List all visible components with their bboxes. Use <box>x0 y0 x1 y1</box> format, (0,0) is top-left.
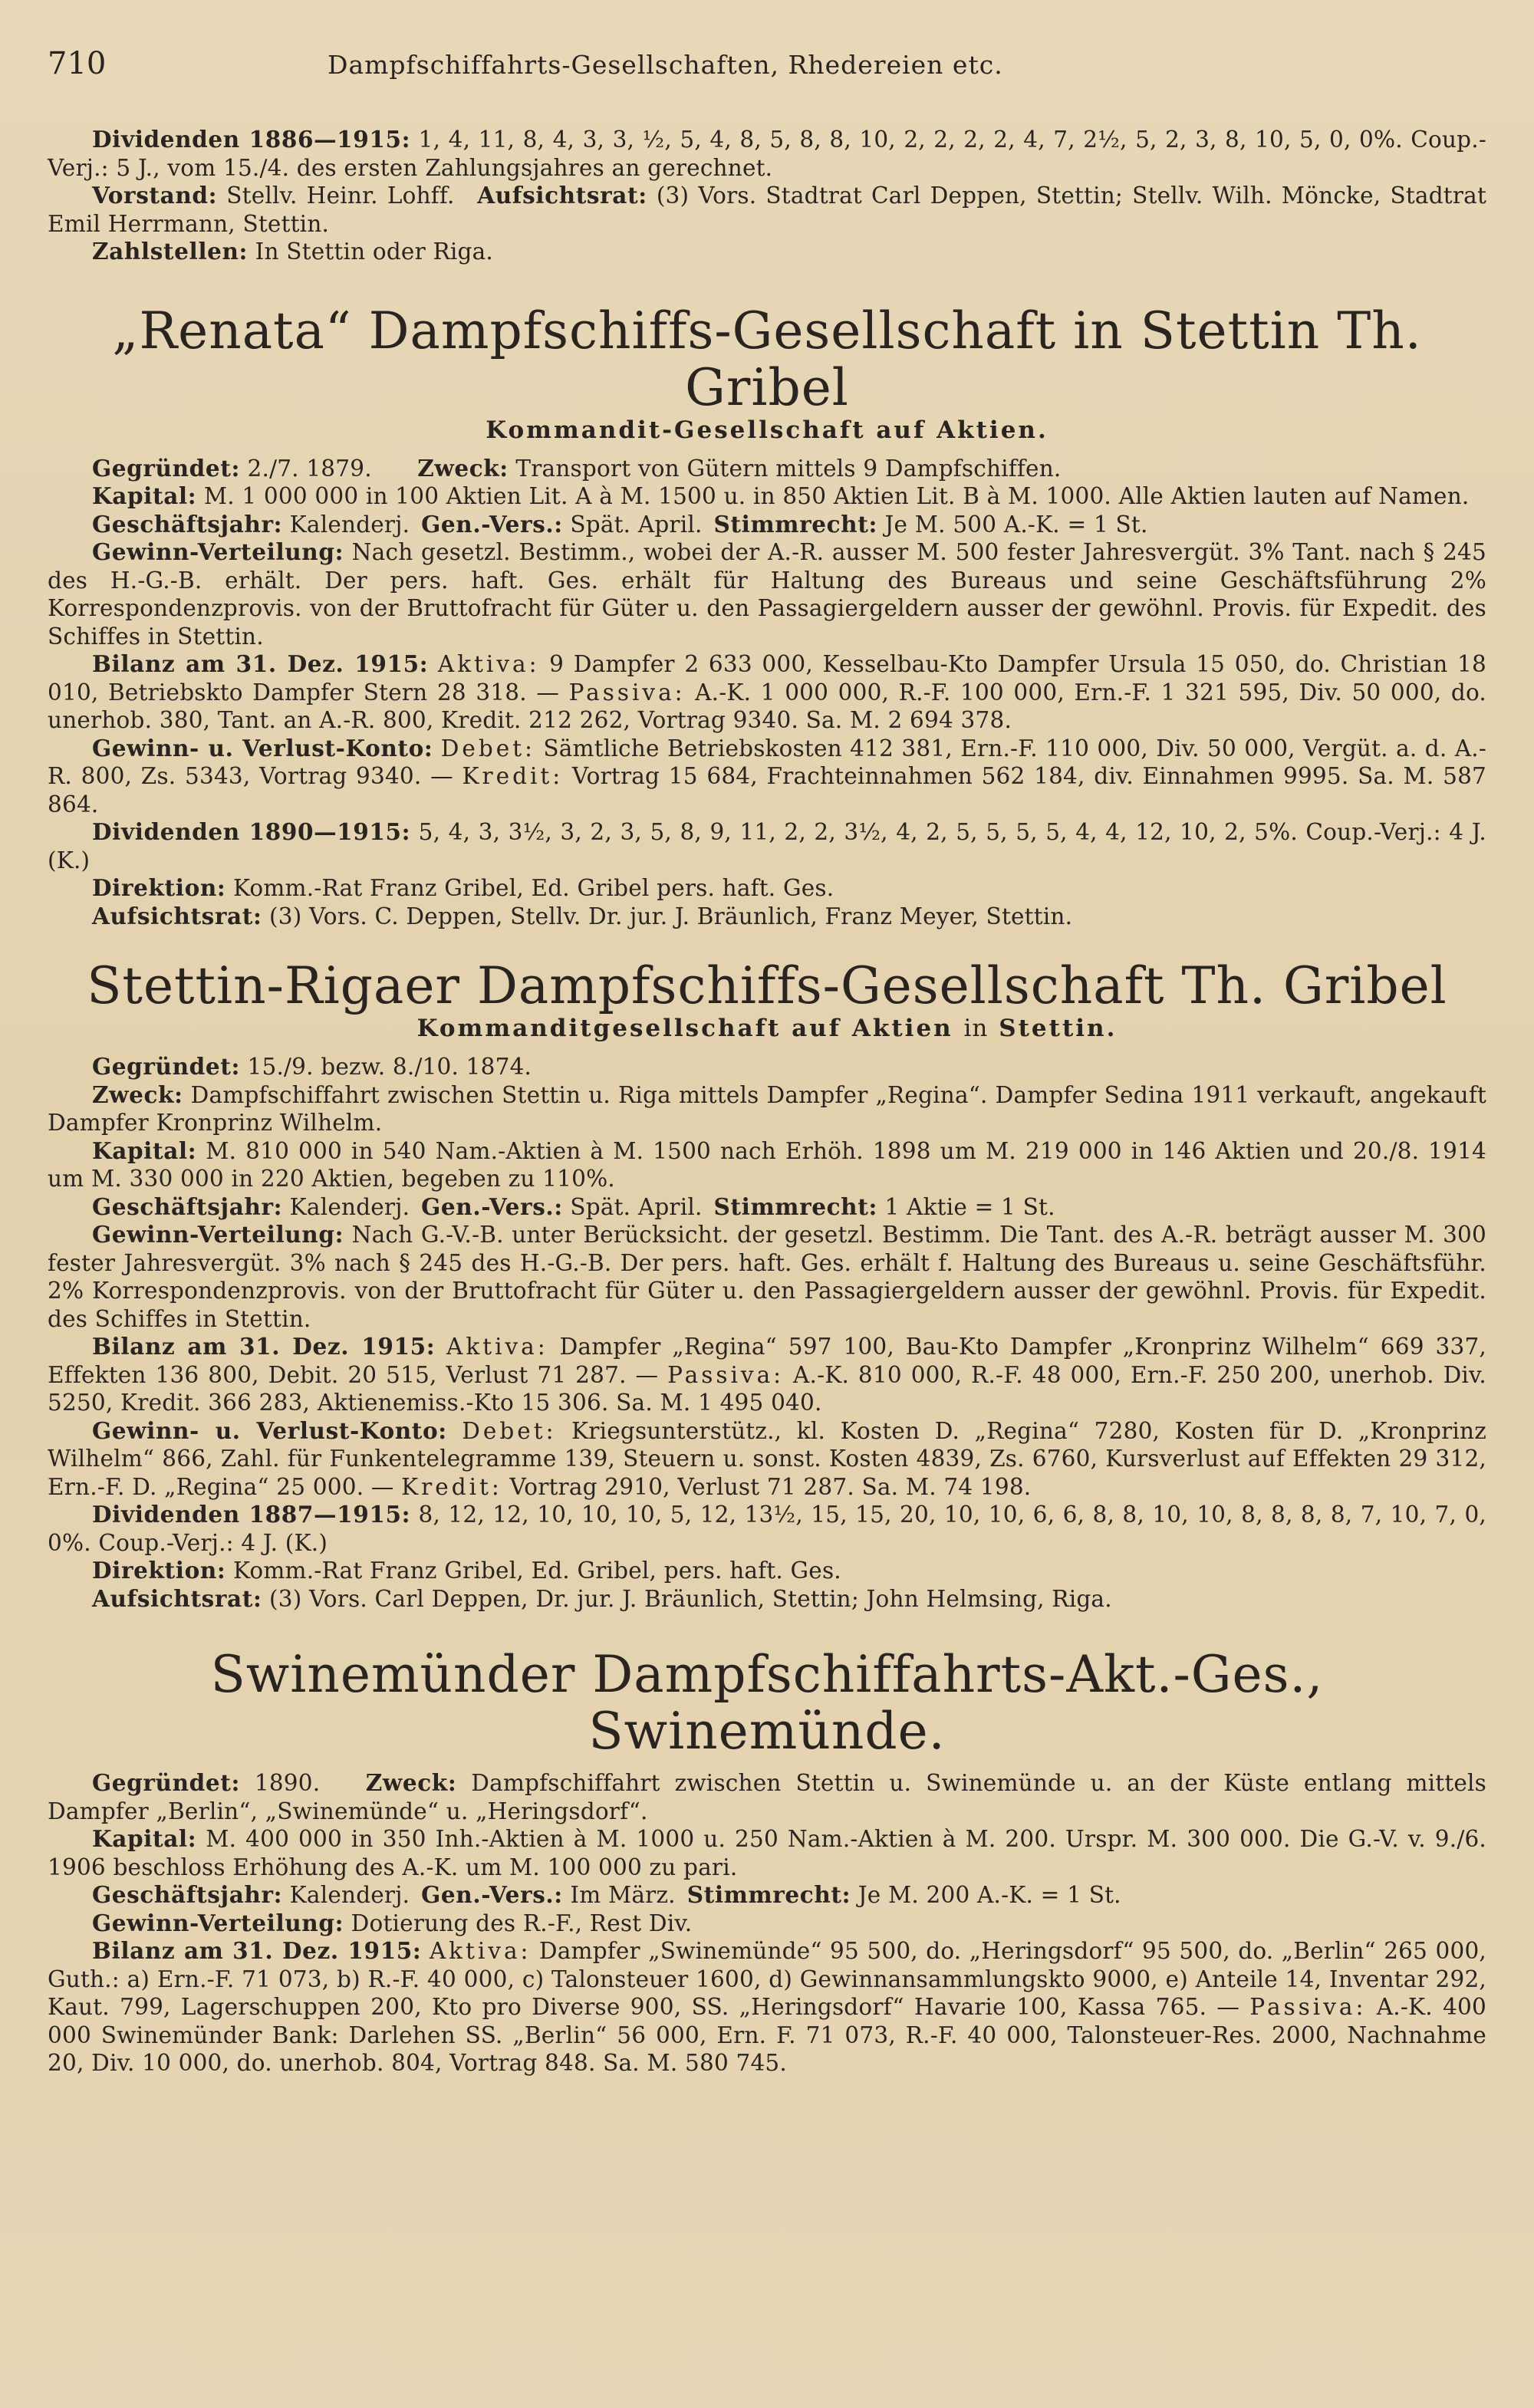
dividenden-paragraph: Dividenden 1887—1915: 8, 12, 12, 10, 10, 10, 5, 12, 13½, 15, 15, 20, 10, 10, 6, 6, 8, 8, 10, 10, 8, 8, 8, 8, 7, 10, 7, 0, 0%. Coup.-Verj.: 4 J. (K.) <box>48 1501 1487 1556</box>
aufsichtsrat-paragraph: Aufsichtsrat: (3) Vors. C. Deppen, Stellv. Dr. jur. J. Bräunlich, Franz Meyer, Stettin. <box>92 902 1073 929</box>
zweck-paragraph: Zweck: Dampfschiffahrt zwischen Stettin u. Riga mittels Dampfer „Regina“. Dampfer Sedina 1911 verkauft, angekauft Dampfer Kronprinz Wilhelm. <box>48 1081 1486 1136</box>
kapital-paragraph: Kapital: M. 1 000 000 in 100 Aktien Lit. A à M. 1500 u. in 850 Aktien Lit. B à M. 1000. Alle Aktien lauten auf Namen. <box>92 482 1470 509</box>
guv-paragraph: Gewinn- u. Verlust-Konto: Debet: Kriegsunterstütz., kl. Kosten D. „Regina“ 7280, Kosten für D. „Kronprinz Wilhelm“ 866, Zahl. für Funkentelegramme 139, Steuern u. sonst. Kosten 4839, Zs. 6760, Kursverlust auf Effekten 29 312, Ern.-F. D. „Regina“ 25 000. — Kredit: Vortrag 2910, Verlust 71 287. Sa. M. 74 198. <box>48 1416 1486 1500</box>
kapital-paragraph: Kapital: M. 810 000 in 540 Nam.-Aktien à M. 1500 nach Erhöh. 1898 um M. 219 000 in 146 Aktien und 20./8. 1914 um M. 330 000 in 220 Aktien, begeben zu 110%. <box>48 1137 1487 1192</box>
running-head: Dampfschiffahrts-Gesellschaften, Rhedereien etc. <box>328 50 1003 80</box>
company-subtitle: Kommandit-Gesellschaft auf Aktien. <box>486 416 1048 444</box>
direktion-paragraph: Direktion: Komm.-Rat Franz Gribel, Ed. Gribel, pers. haft. Ges. <box>92 1557 841 1584</box>
aufsichtsrat-paragraph: Aufsichtsrat: (3) Vors. Carl Deppen, Dr. jur. J. Bräunlich, Stettin; John Helmsing, Riga. <box>92 1584 1112 1612</box>
gewinn-verteilung-paragraph: Gewinn-Verteilung: Nach G.-V.-B. unter Berücksicht. der gesetzl. Bestimm. Die Tant. des A.-R. beträgt ausser M. 300 fester Jahresvergüt. 3% nach § 245 des H.-G.-B. Der pers. haft. Ges. erhält f. Haltung des Bureaus u. seine Geschäftsführ. 2% Korrespondenzprovis. von der Bruttofracht für Güter u. den Passagiergeldern ausser der gewöhnl. Provis. für Expedit. des Schiffes in Stettin. <box>48 1221 1486 1332</box>
company-title: „Renata“ Dampfschiffs-Gesellschaft in Stettin Th. Gribel <box>112 301 1422 417</box>
gegruendet-paragraph: Gegründet: 2./7. 1879. Zweck: Transport von Gütern mittels 9 Dampfschiffen. <box>92 454 1062 482</box>
gewinn-verteilung-paragraph: Gewinn-Verteilung: Dotierung des R.-F., Rest Div. <box>92 1909 693 1936</box>
company-swinemuende <box>48 1646 1486 2077</box>
geschaeftsjahr-paragraph: Geschäftsjahr: Kalenderj. Gen.-Vers.: Spät. April. Stimmrecht: Je M. 500 A.-K. = 1 St. <box>92 510 1148 538</box>
previous-entry-continuation <box>48 126 1486 266</box>
page-header <box>48 46 1486 81</box>
company-heading <box>48 1646 1486 1760</box>
gegruendet-paragraph: Gegründet: 15./9. bezw. 8./10. 1874. <box>92 1053 532 1080</box>
kapital-paragraph: Kapital: M. 400 000 in 350 Inh.-Aktien à M. 1000 u. 250 Nam.-Aktien à M. 200. Urspr. M. 300 000. Die G.-V. v. 9./6. 1906 beschloss Erhöhung des A.-K. um M. 100 000 zu pari. <box>48 1825 1487 1880</box>
bilanz-paragraph: Bilanz am 31. Dez. 1915: Aktiva: Dampfer „Swinemünde“ 95 500, do. „Heringsdorf“ 95 500, do. „Berlin“ 265 000, Guth.: a) Ern.-F. 71 073, b) R.-F. 40 000, c) Talonsteuer 1600, d) Gewinnansammlungskto 9000, e) Anteile 14, Inventar 292, Kaut. 799, Lagerschuppen 200, Kto pro Diverse 900, SS. „Heringsdorf“ Havarie 100, Kassa 765. — Passiva: A.-K. 400 000 Swinemünder Bank: Darlehen SS. „Berlin“ 56 000, Ern. F. 71 073, R.-F. 40 000, Talonsteuer-Res. 2000, Nachnahme 20, Div. 10 000, do. unerhob. 804, Vortrag 848. Sa. M. 580 745. <box>48 1937 1486 2076</box>
guv-paragraph: Gewinn- u. Verlust-Konto: Debet: Sämtliche Betriebskosten 412 381, Ern.-F. 110 000, Div. 50 000, Vergüt. a. d. A.-R. 800, Zs. 5343, Vortrag 9340. — Kredit: Vortrag 15 684, Frachteinnahmen 562 184, div. Einnahmen 9995. Sa. M. 587 864. <box>48 734 1487 817</box>
zahlstellen-paragraph: Zahlstellen: In Stettin oder Riga. <box>92 238 493 265</box>
company-heading <box>48 958 1486 1042</box>
company-title: Swinemünder Dampfschiffahrts-Akt.-Ges., Swinemünde. <box>210 1645 1324 1761</box>
company-renata <box>48 303 1486 931</box>
dividenden-paragraph: Dividenden 1886—1915: 1, 4, 11, 8, 4, 3, 3, ½, 5, 4, 8, 5, 8, 8, 10, 2, 2, 2, 2, 4, 7, 2½, 5, 2, 3, 8, 10, 5, 0, 0%. Coup.-Verj.: 5 J., vom 15./4. des ersten Zahlungsjahres an gerechnet. <box>48 126 1486 181</box>
company-heading <box>48 303 1486 444</box>
dividenden-paragraph: Dividenden 1890—1915: 5, 4, 3, 3½, 3, 2, 3, 5, 8, 9, 11, 2, 2, 3½, 4, 2, 5, 5, 5, 5, 4, 4, 12, 10, 2, 5%. Coup.-Verj.: 4 J. (K.) <box>48 818 1487 873</box>
company-subtitle: Kommanditgesellschaft auf Aktien in Stettin. <box>416 1015 1118 1042</box>
company-stettin-rigaer <box>48 958 1486 1613</box>
bilanz-paragraph: Bilanz am 31. Dez. 1915: Aktiva: 9 Dampfer 2 633 000, Kesselbau-Kto Dampfer Ursula 15 050, do. Christian 18 010, Betriebskto Dampfer Stern 28 318. — Passiva: A.-K. 1 000 000, R.-F. 100 000, Ern.-F. 1 321 595, Div. 50 000, do. unerhob. 380, Tant. an A.-R. 800, Kredit. 212 262, Vortrag 9340. Sa. M. 2 694 378. <box>48 650 1487 733</box>
company-title: Stettin-Rigaer Dampfschiffs-Gesellschaft Th. Gribel <box>87 956 1447 1015</box>
bilanz-paragraph: Bilanz am 31. Dez. 1915: Aktiva: Dampfer „Regina“ 597 100, Bau-Kto Dampfer „Kronprinz Wilhelm“ 669 337, Effekten 136 800, Debit. 20 515, Verlust 71 287. — Passiva: A.-K. 810 000, R.-F. 48 000, Ern.-F. 250 200, unerhob. Div. 5250, Kredit. 366 283, Aktienemiss.-Kto 15 306. Sa. M. 1 495 040. <box>48 1333 1487 1416</box>
page-number: 710 <box>48 46 107 81</box>
direktion-paragraph: Direktion: Komm.-Rat Franz Gribel, Ed. Gribel pers. haft. Ges. <box>92 874 834 901</box>
geschaeftsjahr-paragraph: Geschäftsjahr: Kalenderj. Gen.-Vers.: Im März. Stimmrecht: Je M. 200 A.-K. = 1 St. <box>92 1881 1121 1908</box>
gegruendet-paragraph: Gegründet: 1890. Zweck: Dampfschiffahrt zwischen Stettin u. Swinemünde u. an der Küste entlang mittels Dampfer „Berlin“, „Swinemünde“ u. „Heringsdorf“. <box>48 1769 1487 1824</box>
geschaeftsjahr-paragraph: Geschäftsjahr: Kalenderj. Gen.-Vers.: Spät. April. Stimmrecht: 1 Aktie = 1 St. <box>92 1192 1055 1220</box>
vorstand-paragraph: Vorstand: Stellv. Heinr. Lohff. Aufsichtsrat: (3) Vors. Stadtrat Carl Deppen, Stettin; Stellv. Wilh. Möncke, Stadtrat Emil Herrmann, Stettin. <box>48 182 1486 237</box>
gewinn-verteilung-paragraph: Gewinn-Verteilung: Nach gesetzl. Bestimm., wobei der A.-R. ausser M. 500 fester Jahresvergüt. 3% Tant. nach § 245 des H.-G.-B. erhält. Der pers. haft. Ges. erhält für Haltung des Bureaus und seine Geschäftsführung 2% Korrespondenzprovis. von der Bruttofracht für Güter u. den Passagiergeldern ausser der gewöhnl. Provis. für Expedit. des Schiffes in Stettin. <box>48 538 1486 650</box>
